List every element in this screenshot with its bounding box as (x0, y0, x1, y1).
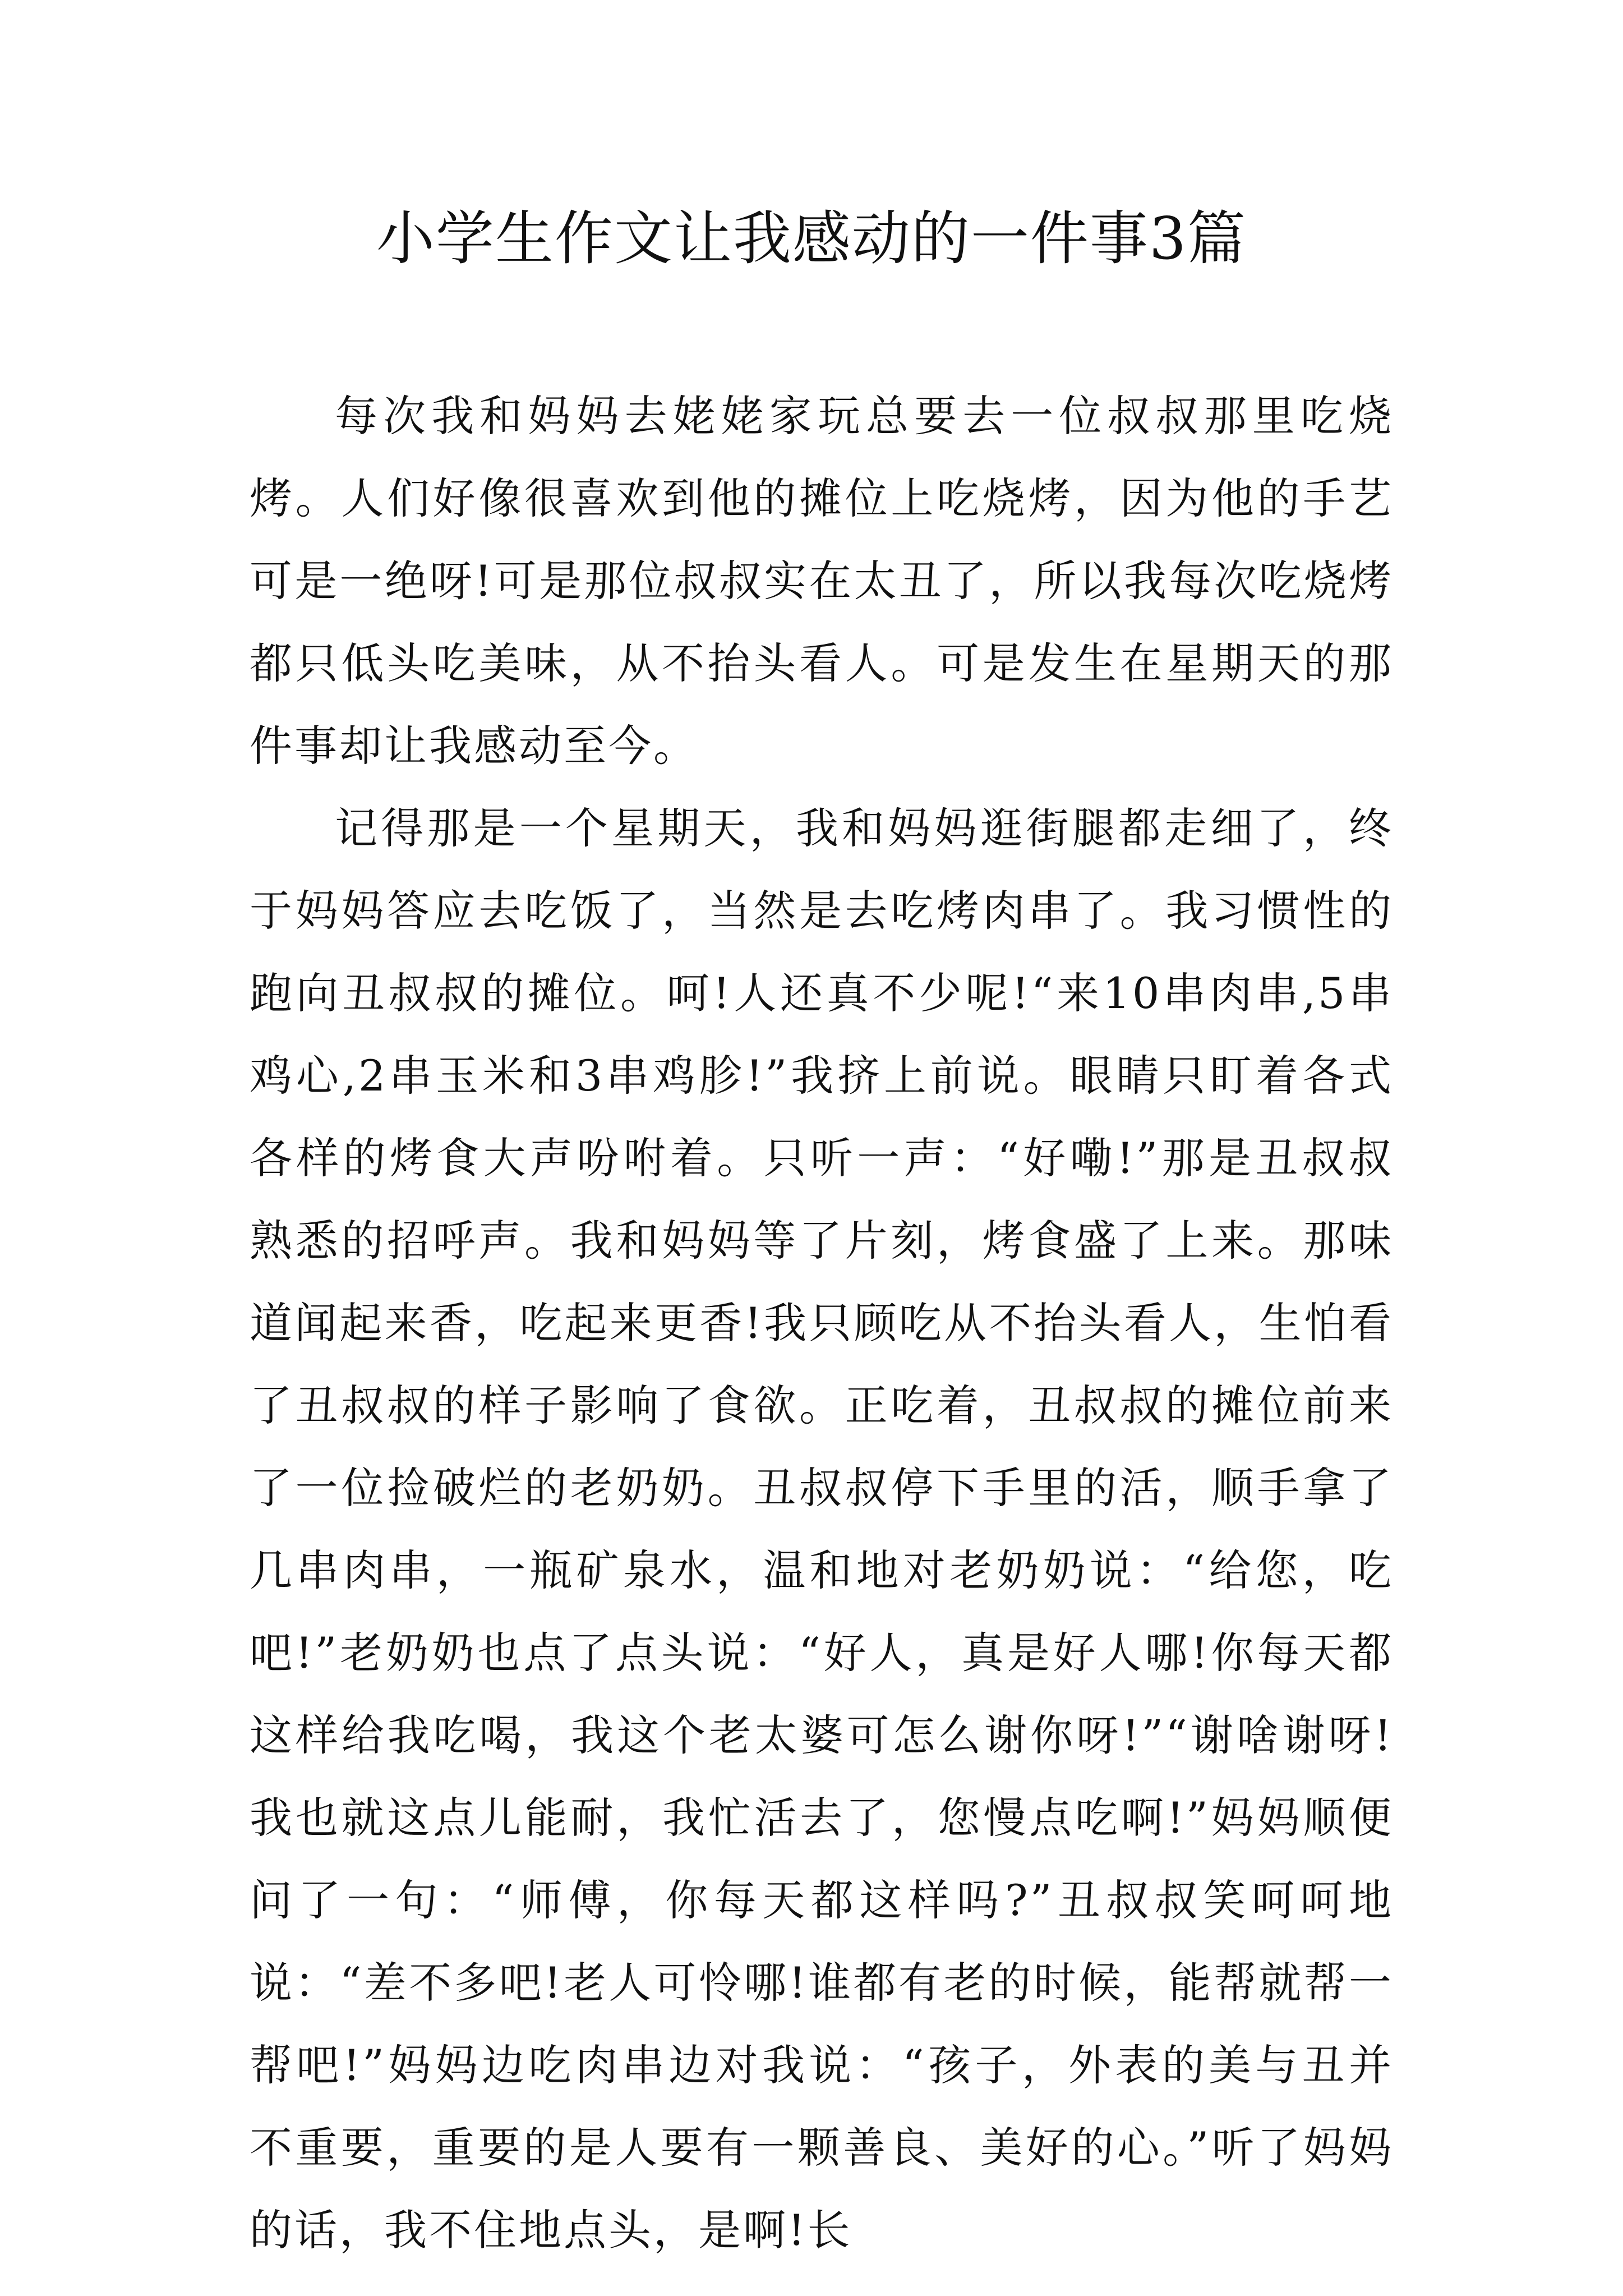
document-body (250, 375, 1394, 2271)
document-title: 小学生作文让我感动的一件事3篇 (376, 204, 1247, 273)
paragraph-1: 每次我和妈妈去姥姥家玩总要去一位叔叔那里吃烧烤。人们好像很喜欢到他的摊位上吃烧烤，因为他的手艺可是一绝呀!可是那位叔叔实在太丑了，所以我每次吃烧烤都只低头吃美味，从不抬头看人。可是发生在星期天的那件事却让我感动至今。 (250, 391, 1394, 771)
paragraph-2: 记得那是一个星期天，我和妈妈逛街腿都走细了，终于妈妈答应去吃饭了，当然是去吃烤肉串了。我习惯性的跑向丑叔叔的摊位。呵!人还真不少呢!“来10串肉串,5串鸡心,2串玉米和3串鸡胗!”我挤上前说。眼睛只盯着各式各样的烤食大声吩咐着。只听一声：“好嘞!”那是丑叔叔熟悉的招呼声。我和妈妈等了片刻，烤食盛了上来。那味道闻起来香，吃起来更香!我只顾吃从不抬头看人，生怕看了丑叔叔的样子影响了食欲。正吃着，丑叔叔的摊位前来了一位捡破烂的老奶奶。丑叔叔停下手里的活，顺手拿了几串肉串，一瓶矿泉水，温和地对老奶奶说：“给您，吃吧!”老奶奶也点了点头说：“好人，真是好人哪!你每天都这样给我吃喝，我这个老太婆可怎么谢你呀!”“谢啥谢呀!我也就这点儿能耐，我忙活去了，您慢点吃啊!”妈妈顺便问了一句：“师傅，你每天都这样吗?”丑叔叔笑呵呵地说：“差不多吧!老人可怜哪!谁都有老的时候，能帮就帮一帮吧!”妈妈边吃肉串边对我说：“孩子，外表的美与丑并不重要，重要的是人要有一颗善良、美好的心。”听了妈妈的话，我不住地点头，是啊!长 (250, 803, 1394, 2255)
